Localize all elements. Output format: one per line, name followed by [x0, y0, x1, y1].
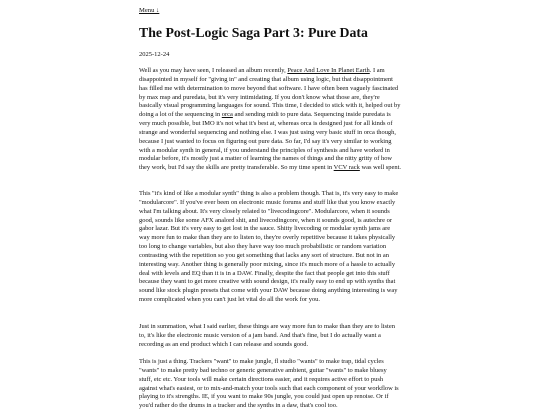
orca-link[interactable]: orca: [221, 111, 233, 119]
album-link[interactable]: Peace And Love In Planet Earth: [287, 67, 370, 74]
post-date: 2025-12-24: [139, 51, 170, 58]
paragraph-tools: This is just a thing. Trackers "want" to make jungle, fl studio "wants" to make trap, tidal cycles "wants" to make pretty bad techno or generic generative ambient, guitar "wants" to make bluesy stuff, etc etc. Your tools will make certain directions easier, and it requires active effort to push against what's easiest, or to mix-and-match your tools such that each component of your workflow is playing to it's strengths. IE, if you want to make 90s jungle, you could just open up renoise. Or if you'd rather do the drums in a tracker and the synths in a daw, that's cool too.: [139, 358, 399, 410]
vcv-rack-link[interactable]: VCV rack: [333, 164, 360, 172]
paragraph-modularcore: This "it's kind of like a modular synth" thing is also a problem though. That is, it's very easy to make "modularcore". If you've ever been on electronic music forums and stuff like that you know exactly what I'm talking about. It's very closely related to "livecodingcore". Modularcore, when it sounds good, sounds like some AFX analord shit, and livecodingcore, when it sounds good, is autechre or gabor lazar. But it's very easy to get lost in the sauce. Shitty livecoding or modular synth jams are way more fun to make than they are to listen to, they're overly repetitive because it takes physically too long to change variables, but also they have way too much probabilistic or random variation contrasting with the repetition so you get something that lacks any sort of structure. But not in an interesting way. Another thing is generally poor mixing, since it's much more of a hassle to actually deal with levels and EQ than it is in a DAW. Finally, despite the fact that people get into this stuff because they want to get more creative with sound design, it's really easy to end up with synths that sound like stock plugin presets that come with your DAW because doing anything interesting is way more complicated when you can't just let vital do all the work for you.: [139, 190, 399, 304]
paragraph-text: was well spent.: [359, 164, 401, 172]
paragraph-intro: [139, 67, 401, 173]
page-title: The Post-Logic Saga Part 3: Pure Data: [139, 25, 368, 40]
paragraph-summation: Just in summation, what I said earlier, these things are way more fun to make than they are to listen to, it's like the electronic music version of a jam band. And that's fine, but I do actually want a recording as an end product which I can release and sounds good.: [139, 323, 395, 348]
paragraph-text: and sending midi to pure data. Sequencing inside puredata is very much possible, but IMO it's not what it's best at, whereas orca is designed just for all kinds of strange and wonderful sequencing and nothing else. I was just using very basic stuff in orca though, because I just wanted to focus on figuring out pure data. So far, I'd say it's very similar to working with a modular synth in general, if you understand the principles of synthesis and have worked in modular before, it's mostly just a matter of learning the names of things and the nitty gritty of how they work, but I'd say the skills are pretty transferable. So my time spent in: [139, 111, 396, 172]
menu-link[interactable]: Menu ↓: [139, 7, 160, 14]
paragraph-text: . I am disappointed in myself for "giving in" and creating that album using logic, but that disappointment has filled me with determination to move beyond that software. I have often been vaguely fascinated by max msp and puredata, but it's very intimidating. If you don't know what those are, they're basically visual programming languages for sound. This time, I decided to stick with it, helped out by doing a lot of the sequencing in: [139, 67, 401, 119]
paragraph-text: Well as you may have seen, I released an album recently,: [139, 67, 288, 74]
